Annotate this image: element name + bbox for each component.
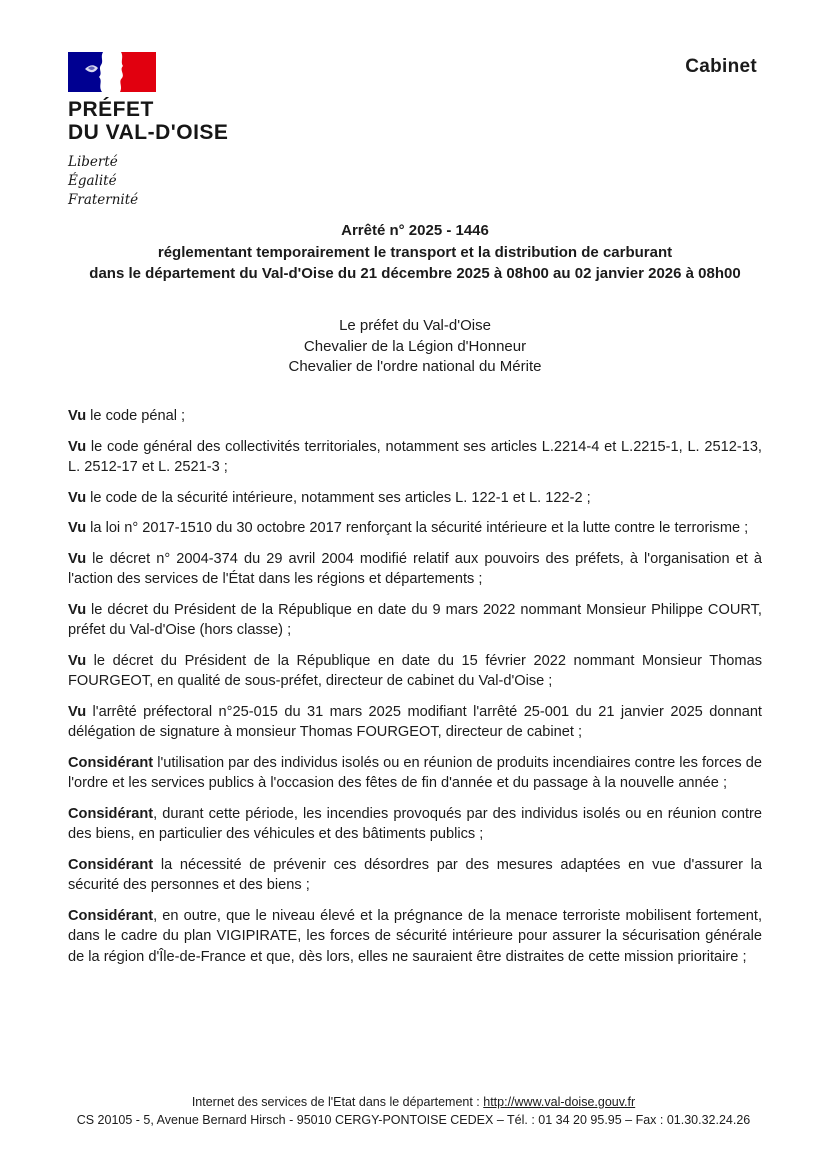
footer-internet-prefix: Internet des services de l'Etat dans le département : xyxy=(191,1095,484,1109)
decree-subject-line1: réglementant temporairement le transport et la distribution de carburant xyxy=(157,243,673,261)
paragraph-vu-8 xyxy=(68,702,762,743)
footer-internet-line xyxy=(0,1093,827,1111)
authority-line2: Chevalier de la Légion d'Honneur xyxy=(303,337,527,355)
decree-number: Arrêté n° 2025 - 1446 xyxy=(341,222,489,239)
paragraph-considerant-2 xyxy=(68,804,762,845)
authority-line3: Chevalier de l'ordre national du Mérite xyxy=(288,358,542,375)
paragraph-lead: Vu xyxy=(68,520,87,536)
paragraph-considerant-3 xyxy=(68,855,762,896)
paragraph-considerant-4 xyxy=(68,906,762,968)
paragraph-vu-6 xyxy=(68,600,762,641)
service-label: Cabinet xyxy=(685,56,757,77)
paragraph-lead: Considérant xyxy=(68,856,154,873)
paragraph-text: la nécessité de prévenir ces désordres par des mesures adaptées en vue d'assurer la sécurité des personnes et des biens ; xyxy=(68,856,762,893)
paragraph-lead: Considérant xyxy=(68,754,154,771)
paragraph-text: l'arrêté préfectoral n°25-015 du 31 mars 2025 modifiant l'arrêté 25-001 du 21 janvier 2025 donnant délégation de signature à monsieur Thomas FOURGEOT, directeur de cabinet ; xyxy=(68,703,762,740)
government-logo-block xyxy=(68,52,228,210)
paragraph-vu-5 xyxy=(68,549,762,590)
paragraph-considerant-1 xyxy=(68,753,762,794)
motto-egalite: Égalité xyxy=(68,173,117,189)
paragraph-text: le code général des collectivités territoriales, notamment ses articles L.2214-4 et L.2215-1, L. 2512-13, L. 2512-17 et L. 2521-3 ; xyxy=(68,438,762,475)
paragraph-lead: Considérant xyxy=(68,805,154,822)
prefecture-name xyxy=(68,98,228,144)
footer-address-line: CS 20105 - 5, Avenue Bernard Hirsch - 95010 CERGY-PONTOISE CEDEX – Tél. : 01 34 20 95.95 – Fax : 01.30.32.24.26 xyxy=(76,1113,751,1127)
paragraph-lead: Considérant xyxy=(68,907,154,924)
paragraph-lead: Vu xyxy=(68,489,87,506)
issuing-authority xyxy=(68,316,762,378)
paragraph-vu-2 xyxy=(68,437,762,478)
paragraph-vu-4 xyxy=(68,518,762,539)
paragraph-text: , durant cette période, les incendies provoqués par des individus isolés ou en réunion contre des biens, en particulier des véhicules et des bâtiments publics ; xyxy=(68,805,762,842)
paragraph-text: la loi n° 2017-1510 du 30 octobre 2017 renforçant la sécurité intérieure et la lutte contre le terrorisme ; xyxy=(86,520,749,536)
decree-subject-line2: dans le département du Val-d'Oise du 21 décembre 2025 à 08h00 au 02 janvier 2026 à 08h00 xyxy=(89,265,741,282)
paragraph-lead: Vu xyxy=(68,550,87,567)
paragraph-text: , en outre, que le niveau élevé et la prégnance de la menace terroriste mobilisent fortement, dans le cadre du plan VIGIPIRATE, les forces de sécurité intérieure pour assurer la sécurisation générale de la région d'Île-de-France et que, dès lors, elles ne sauraient être distraites de cette mission prioritaire ; xyxy=(68,907,762,965)
paragraph-lead: Vu xyxy=(68,438,87,455)
paragraph-vu-7 xyxy=(68,651,762,692)
paragraph-text: le décret du Président de la République en date du 9 mars 2022 nommant Monsieur Philippe COURT, préfet du Val-d'Oise (hors classe) ; xyxy=(68,601,762,638)
prefecture-name-line2: DU VAL-D'OISE xyxy=(68,121,229,144)
decree-body xyxy=(68,406,762,977)
paragraph-text: le code de la sécurité intérieure, notamment ses articles L. 122-1 et L. 122-2 ; xyxy=(86,489,591,506)
paragraph-text: le code pénal ; xyxy=(86,408,186,424)
republic-motto xyxy=(68,153,228,210)
prefecture-name-line1: PRÉFET xyxy=(68,98,154,121)
paragraph-text: le décret n° 2004-374 du 29 avril 2004 modifié relatif aux pouvoirs des préfets, à l'organisation et à l'action des services de l'État dans les régions et départements ; xyxy=(68,550,762,587)
paragraph-text: l'utilisation par des individus isolés ou en réunion de produits incendiaires contre les forces de l'ordre et les services publics à l'occasion des fêtes de fin d'année et du passage à la nouvelle année ; xyxy=(68,754,762,791)
motto-liberte: Liberté xyxy=(68,154,118,170)
paragraph-text: le décret du Président de la République en date du 15 février 2022 nommant Monsieur Thomas FOURGEOT, en qualité de sous-préfet, directeur de cabinet du Val-d'Oise ; xyxy=(68,652,762,689)
decree-title xyxy=(68,220,762,285)
paragraph-lead: Vu xyxy=(68,703,87,720)
paragraph-lead: Vu xyxy=(68,408,87,424)
motto-fraternite: Fraternité xyxy=(68,192,139,208)
authority-line1: Le préfet du Val-d'Oise xyxy=(339,317,491,334)
paragraph-vu-1 xyxy=(68,406,762,427)
page-footer xyxy=(0,1093,827,1129)
paragraph-lead: Vu xyxy=(68,652,87,669)
paragraph-lead: Vu xyxy=(68,601,87,618)
french-flag-marianne-icon xyxy=(68,52,156,92)
paragraph-vu-3 xyxy=(68,488,762,509)
footer-website-link[interactable]: http://www.val-doise.gouv.fr xyxy=(483,1095,636,1109)
